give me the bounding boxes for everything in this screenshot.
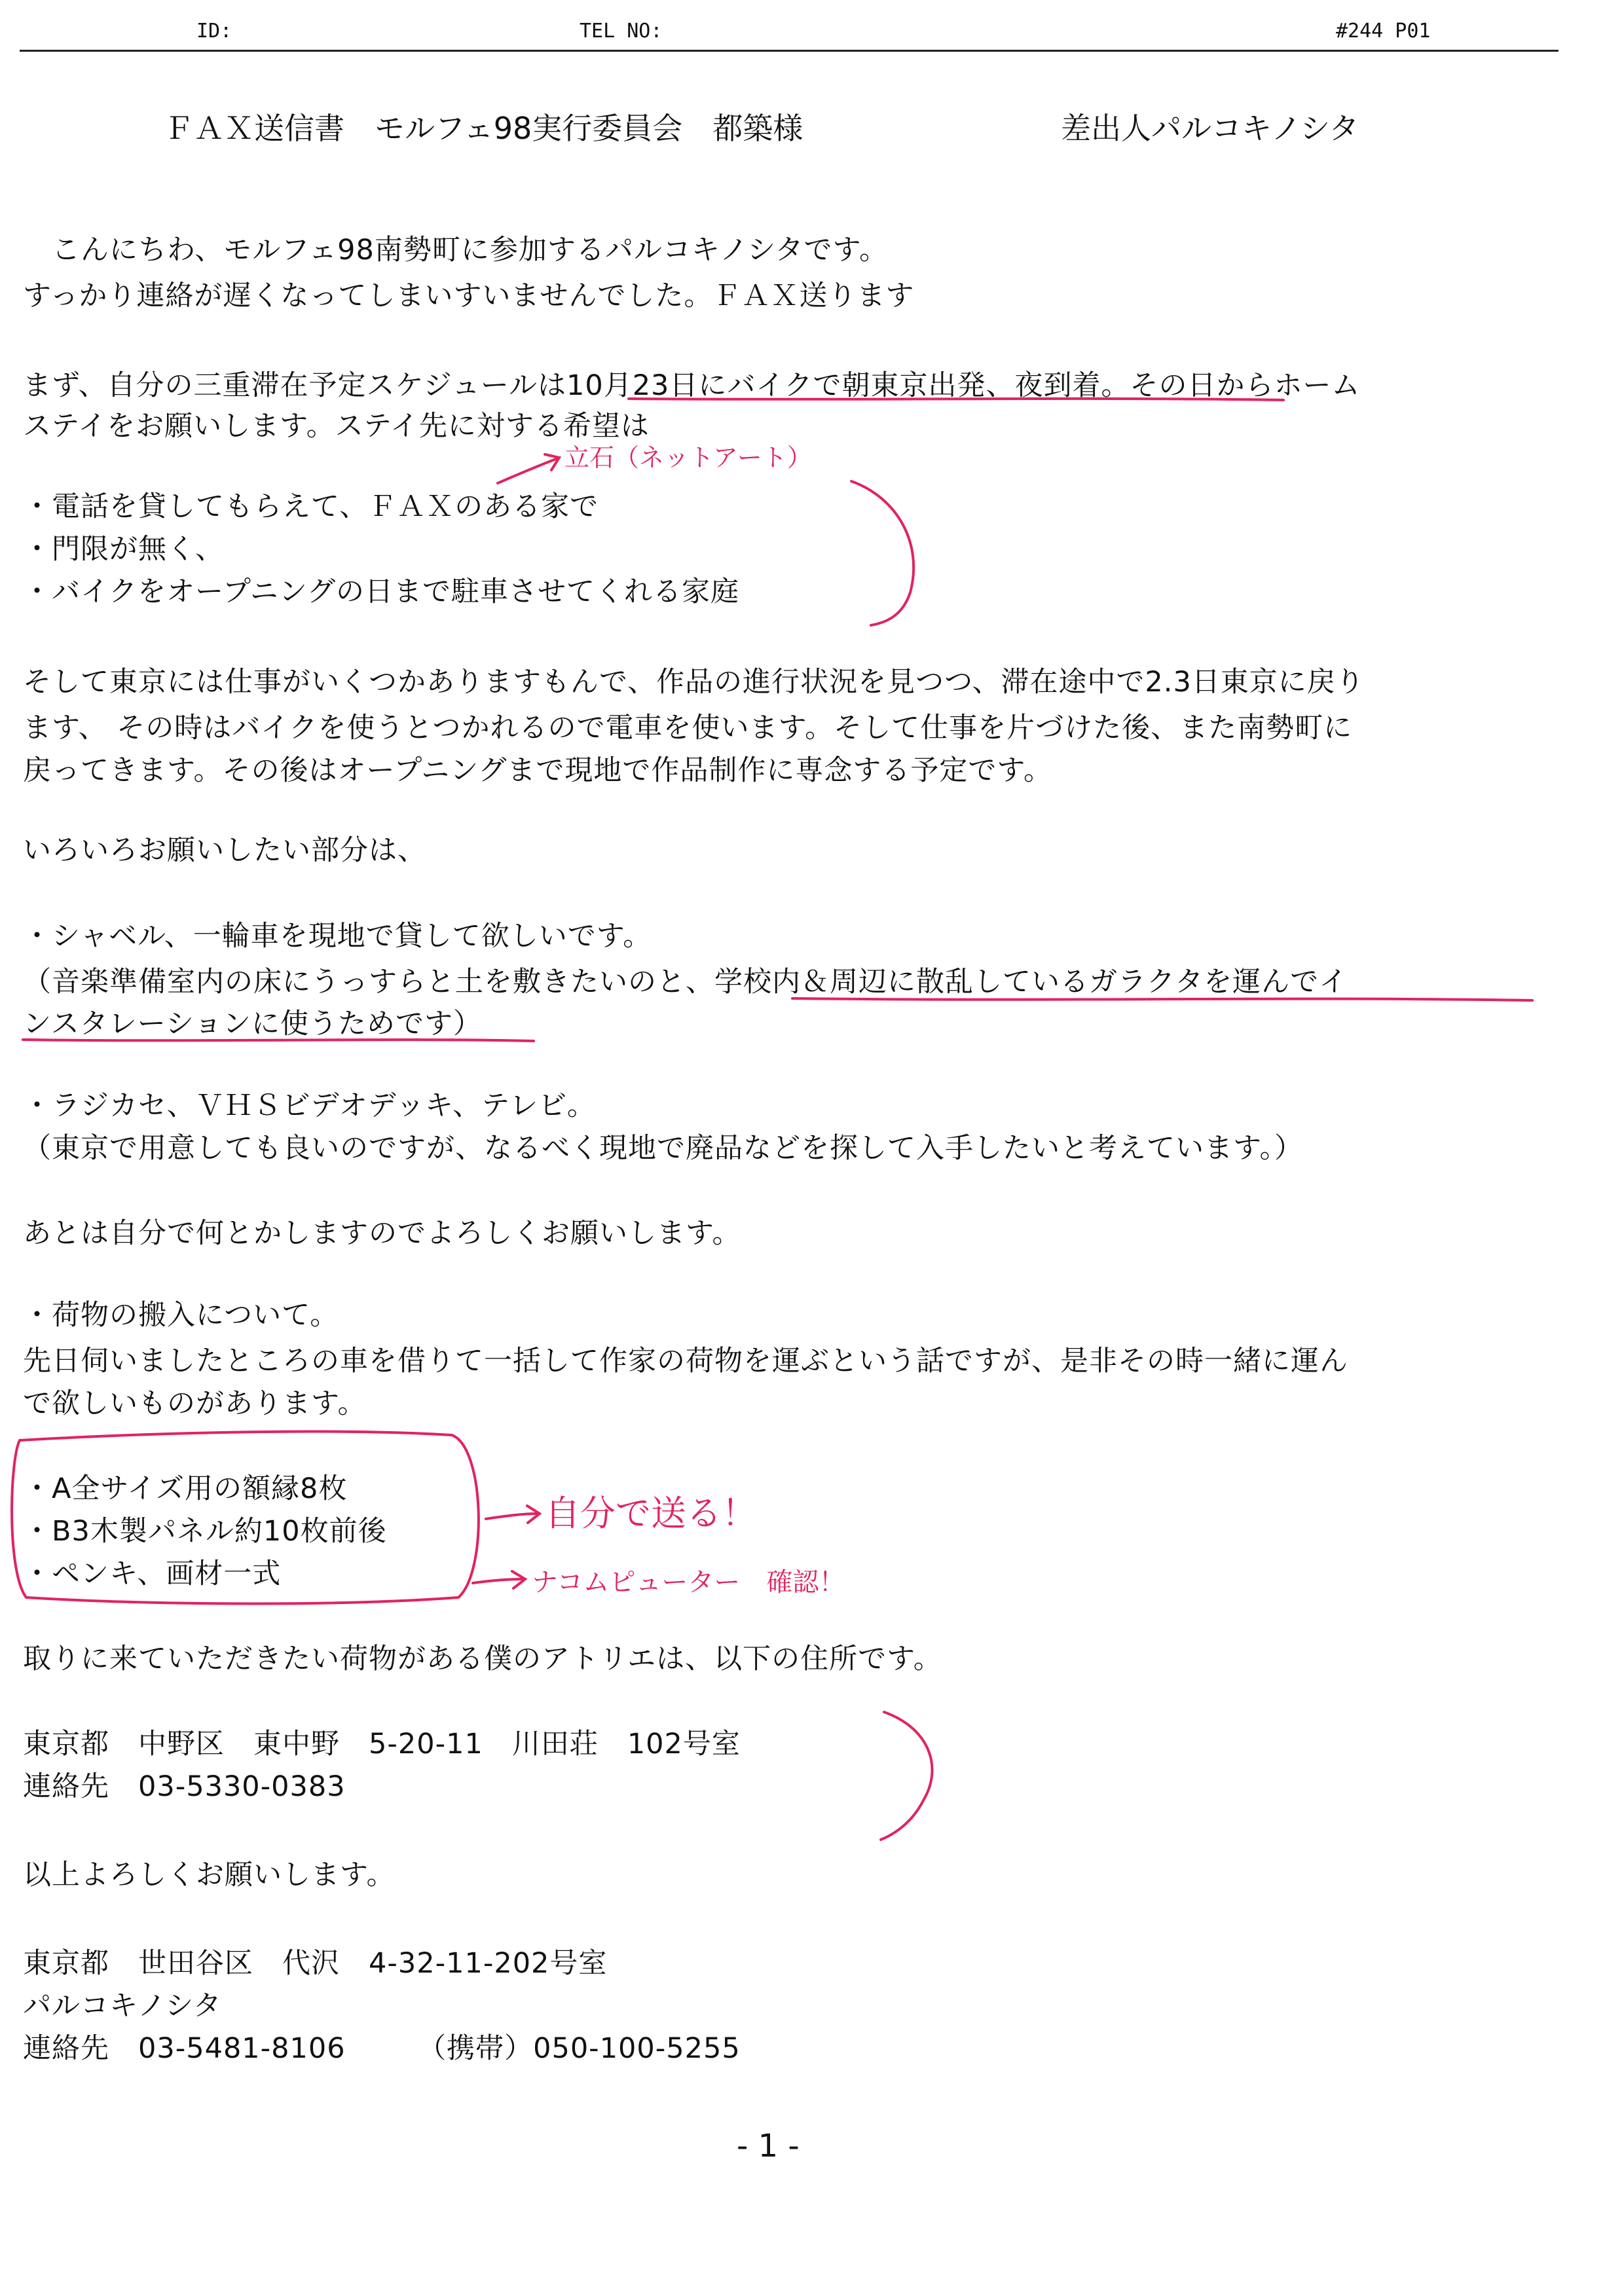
body-line: ます、 その時はバイクを使うとつかれるので電車を使います。そして仕事を片づけた後、また南勢町に [23,712,1353,744]
list-item: ・荷物の搬入について。 [23,1299,339,1332]
page-number: - 1 - [737,2128,800,2164]
list-item: ・シャベル、一輪車を現地で貸して欲しいです。 [23,920,652,953]
body-line: こんにちわ、モルフェ98南勢町に参加するパルコキノシタです。 [23,234,889,266]
body-line: ステイをお願いします。ステイ先に対する希望は [23,410,650,443]
sender-contact: 連絡先 03-5481-8106 （携帯）050-100-5255 [23,2032,741,2065]
body-line: 取りに来ていただきたい荷物がある僕のアトリエは、以下の住所です。 [23,1643,942,1675]
list-item: ・ラジカセ、ＶＨＳビデオデッキ、テレビ。 [23,1089,596,1122]
list-item: ・A全サイズ用の額縁8枚 [23,1472,348,1505]
list-item: ・バイクをオープニングの日まで駐車させてくれる家庭 [23,575,739,608]
sender-signature: パルコキノシタ [23,1990,222,2022]
handwritten-note-items-2: ナコムピューター 確認！ [532,1567,845,1597]
body-line: すっかり連絡が遅くなってしまいすいませんでした。ＦＡＸ送ります [23,280,915,312]
address-line: 東京都 中野区 東中野 5-20-11 川田荘 102号室 [23,1728,741,1760]
closing-line: 以上よろしくお願いします。 [23,1859,396,1891]
body-line: ンスタレーションに使うためです） [23,1008,482,1040]
fax-page-code: #244 P01 [1336,20,1431,43]
body-line: あとは自分で何とかしますのでよろしくお願いします。 [23,1217,741,1250]
handwritten-note-stay: 立石（ネットアート） [564,443,812,472]
body-line: まず、自分の三重滞在予定スケジュールは10月23日にバイクで朝東京出発、夜到着。その日からホーム [23,369,1361,402]
body-line: （東京で用意しても良いのですが、なるべく現地で廃品などを探して入手したいと考えています。） [23,1132,1304,1165]
handwritten-note-items-1: 自分で送る！ [545,1493,757,1534]
body-line: （音楽準備室内の床にうっすらと土を敷きたいのと、学校内＆周辺に散乱しているガラクタを運んでイ [23,966,1348,998]
sender-name: 差出人パルコキノシタ [1061,111,1359,146]
fax-header-rule [20,50,1559,52]
list-item: ・ペンキ、画材一式 [23,1558,282,1590]
body-line: で欲しいものがあります。 [23,1387,367,1420]
list-item: ・B3木製パネル約10枚前後 [23,1515,387,1548]
contact-line: 連絡先 03-5330-0383 [23,1770,346,1803]
list-item: ・門限が無く、 [23,533,225,566]
body-line: 戻ってきます。その後はオープニングまで現地で作品制作に専念する予定です。 [23,754,1052,787]
fax-title: ＦＡＸ送信書 モルフェ98実行委員会 都築様 [164,111,803,146]
body-line: いろいろお願いしたい部分は、 [23,834,426,867]
fax-tel-label: TEL NO: [580,20,663,43]
fax-id-label: ID: [196,20,232,43]
list-item: ・電話を貸してもらえて、ＦＡＸのある家で [23,490,599,523]
sender-address: 東京都 世田谷区 代沢 4-32-11-202号室 [23,1947,608,1980]
body-line: そして東京には仕事がいくつかありますもんで、作品の進行状況を見つつ、滞在途中で2.3日東京に戻り [23,666,1365,699]
body-line: 先日伺いましたところの車を借りて一括して作家の荷物を運ぶという話ですが、是非その時一緒に運ん [23,1345,1348,1377]
